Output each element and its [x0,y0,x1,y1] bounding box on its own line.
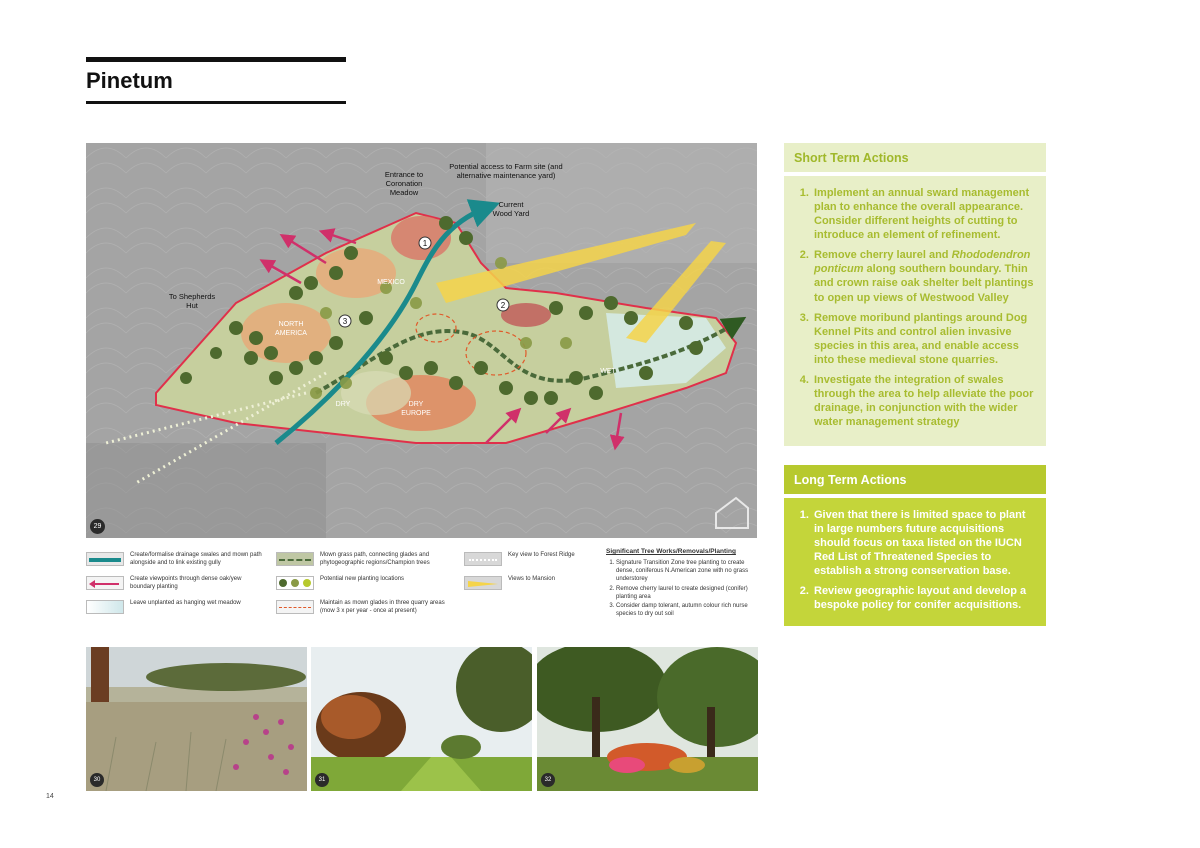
tree-works-item: 3. Consider damp tolerant, autumn colour rich nurse species to dry out soil [616,603,756,619]
legend-swatch-viewpoint [86,576,124,590]
legend-swatch-trees [276,576,314,590]
label-north-america-1: NORTH [278,321,304,328]
legend-item-new-planting: Potential new planting locations [276,576,455,590]
long-term-item: 1. Given that there is limited space to plant in large numbers future acquisitions should focus on taxa listed on the IUCN Red List of Threatened Species to establish a strong conservation base. [812,508,1036,578]
legend-item-wet-meadow: Leave unplanted as hanging wet meadow [86,600,265,614]
label-entrance-3: Meadow [389,188,419,197]
svg-text:3: 3 [342,317,348,326]
legend-swatch-quarry [276,600,314,614]
page-number: 14 [46,793,54,800]
photo-woodland [537,647,758,791]
photo-meadow [86,647,307,791]
short-term-item: 3. Remove moribund plantings around Dog Kennel Pits and control alien invasive species in this area, and enable access into these medieval stone quarries. [812,311,1036,367]
long-term-list [784,498,1046,626]
photo-number: 30 [90,773,104,787]
map-legend [86,548,757,634]
label-farm-2: alternative maintenance yard) [456,171,556,180]
long-term-item: 2. Review geographic layout and develop a bespoke policy for conifer acquisitions. [812,584,1036,612]
legend-item-drainage: Create/formalise drainage swales and mown path alongside and to link existing gully [86,552,265,568]
photo-number: 31 [315,773,329,787]
photo-glade-image [311,647,532,791]
label-woodyard-1: Current [498,200,524,209]
label-wet: WET [600,368,616,375]
legend-swatch-ridge [464,552,502,566]
legend-swatch-mansion [464,576,502,590]
marker-3 [339,315,351,327]
legend-item-mansion: Views to Mansion [464,576,598,590]
short-term-item: 1. Implement an annual sward management plan to enhance the overall appearance. Consider different heights of cutting to introduce an element of refinement. [812,186,1036,242]
short-term-item: 2. Remove cherry laurel and Rhododendron ponticum along southern boundary. Thin and crown raise oak shelter belt plantings to open up views of Westwood Valley [812,248,1036,304]
tree-works-item: 2. Remove cherry laurel to create designed (conifer) planting area [616,586,756,602]
zone-dry [341,371,411,415]
label-dry: DRY [335,401,351,408]
label-dry-europe-1: DRY [408,401,424,408]
label-entrance-1: Entrance to [384,170,424,179]
legend-item-quarry: Maintain as mown glades in three quarry areas (mow 3 x per year - once at present) [276,600,455,616]
title-rule-top [86,57,346,62]
photo-number: 32 [541,773,555,787]
legend-item-forest-ridge: Key view to Forest Ridge [464,552,598,566]
tree-works-item: 1. Signature Transition Zone tree planting to create dense, coniferous N.American zone with no grass understorey [616,560,756,583]
label-woodyard-2: Wood Yard [492,209,530,218]
map-woodland [86,443,326,538]
legend-item-viewpoints: Create viewpoints through dense oak/yew boundary planting [86,576,265,592]
legend-swatch-path [276,552,314,566]
photo-glade [311,647,532,791]
title-rule-bottom [86,101,346,104]
svg-text:1: 1 [422,239,428,248]
tree-works-heading: Significant Tree Works/Removals/Planting [606,548,736,555]
short-term-item: 4. Investigate the integration of swales through the area to help alleviate the poor drainage, in conjunction with the wider water management strategy [812,373,1036,429]
site-plan-svg [86,143,757,538]
label-mexico: MEXICO [377,279,405,286]
label-dry-europe-2: EUROPE [401,410,431,417]
site-plan-map [86,143,757,538]
label-entrance-2: Coronation [385,179,423,188]
long-term-heading: Long Term Actions [784,465,1046,494]
legend-swatch-swale [86,552,124,566]
photo-meadow-image [86,647,307,791]
figure-number: 29 [90,519,105,534]
tree-works-notes [606,548,756,621]
short-term-heading: Short Term Actions [784,143,1046,172]
svg-text:2: 2 [500,301,506,310]
label-shepherds-1: To Shepherds [168,292,216,301]
page-title: Pinetum [86,68,173,93]
legend-item-mown-path: Mown grass path, connecting glades and phytogeographic regions/Champion trees [276,552,455,568]
label-north-america-2: AMERICA [275,330,307,337]
marker-1 [419,237,431,249]
short-term-list [784,176,1046,446]
label-farm-1: Potential access to Farm site (and [449,162,563,171]
marker-2 [497,299,509,311]
photo-woodland-image [537,647,758,791]
label-shepherds-2: Hut [186,301,198,310]
legend-swatch-meadow [86,600,124,614]
